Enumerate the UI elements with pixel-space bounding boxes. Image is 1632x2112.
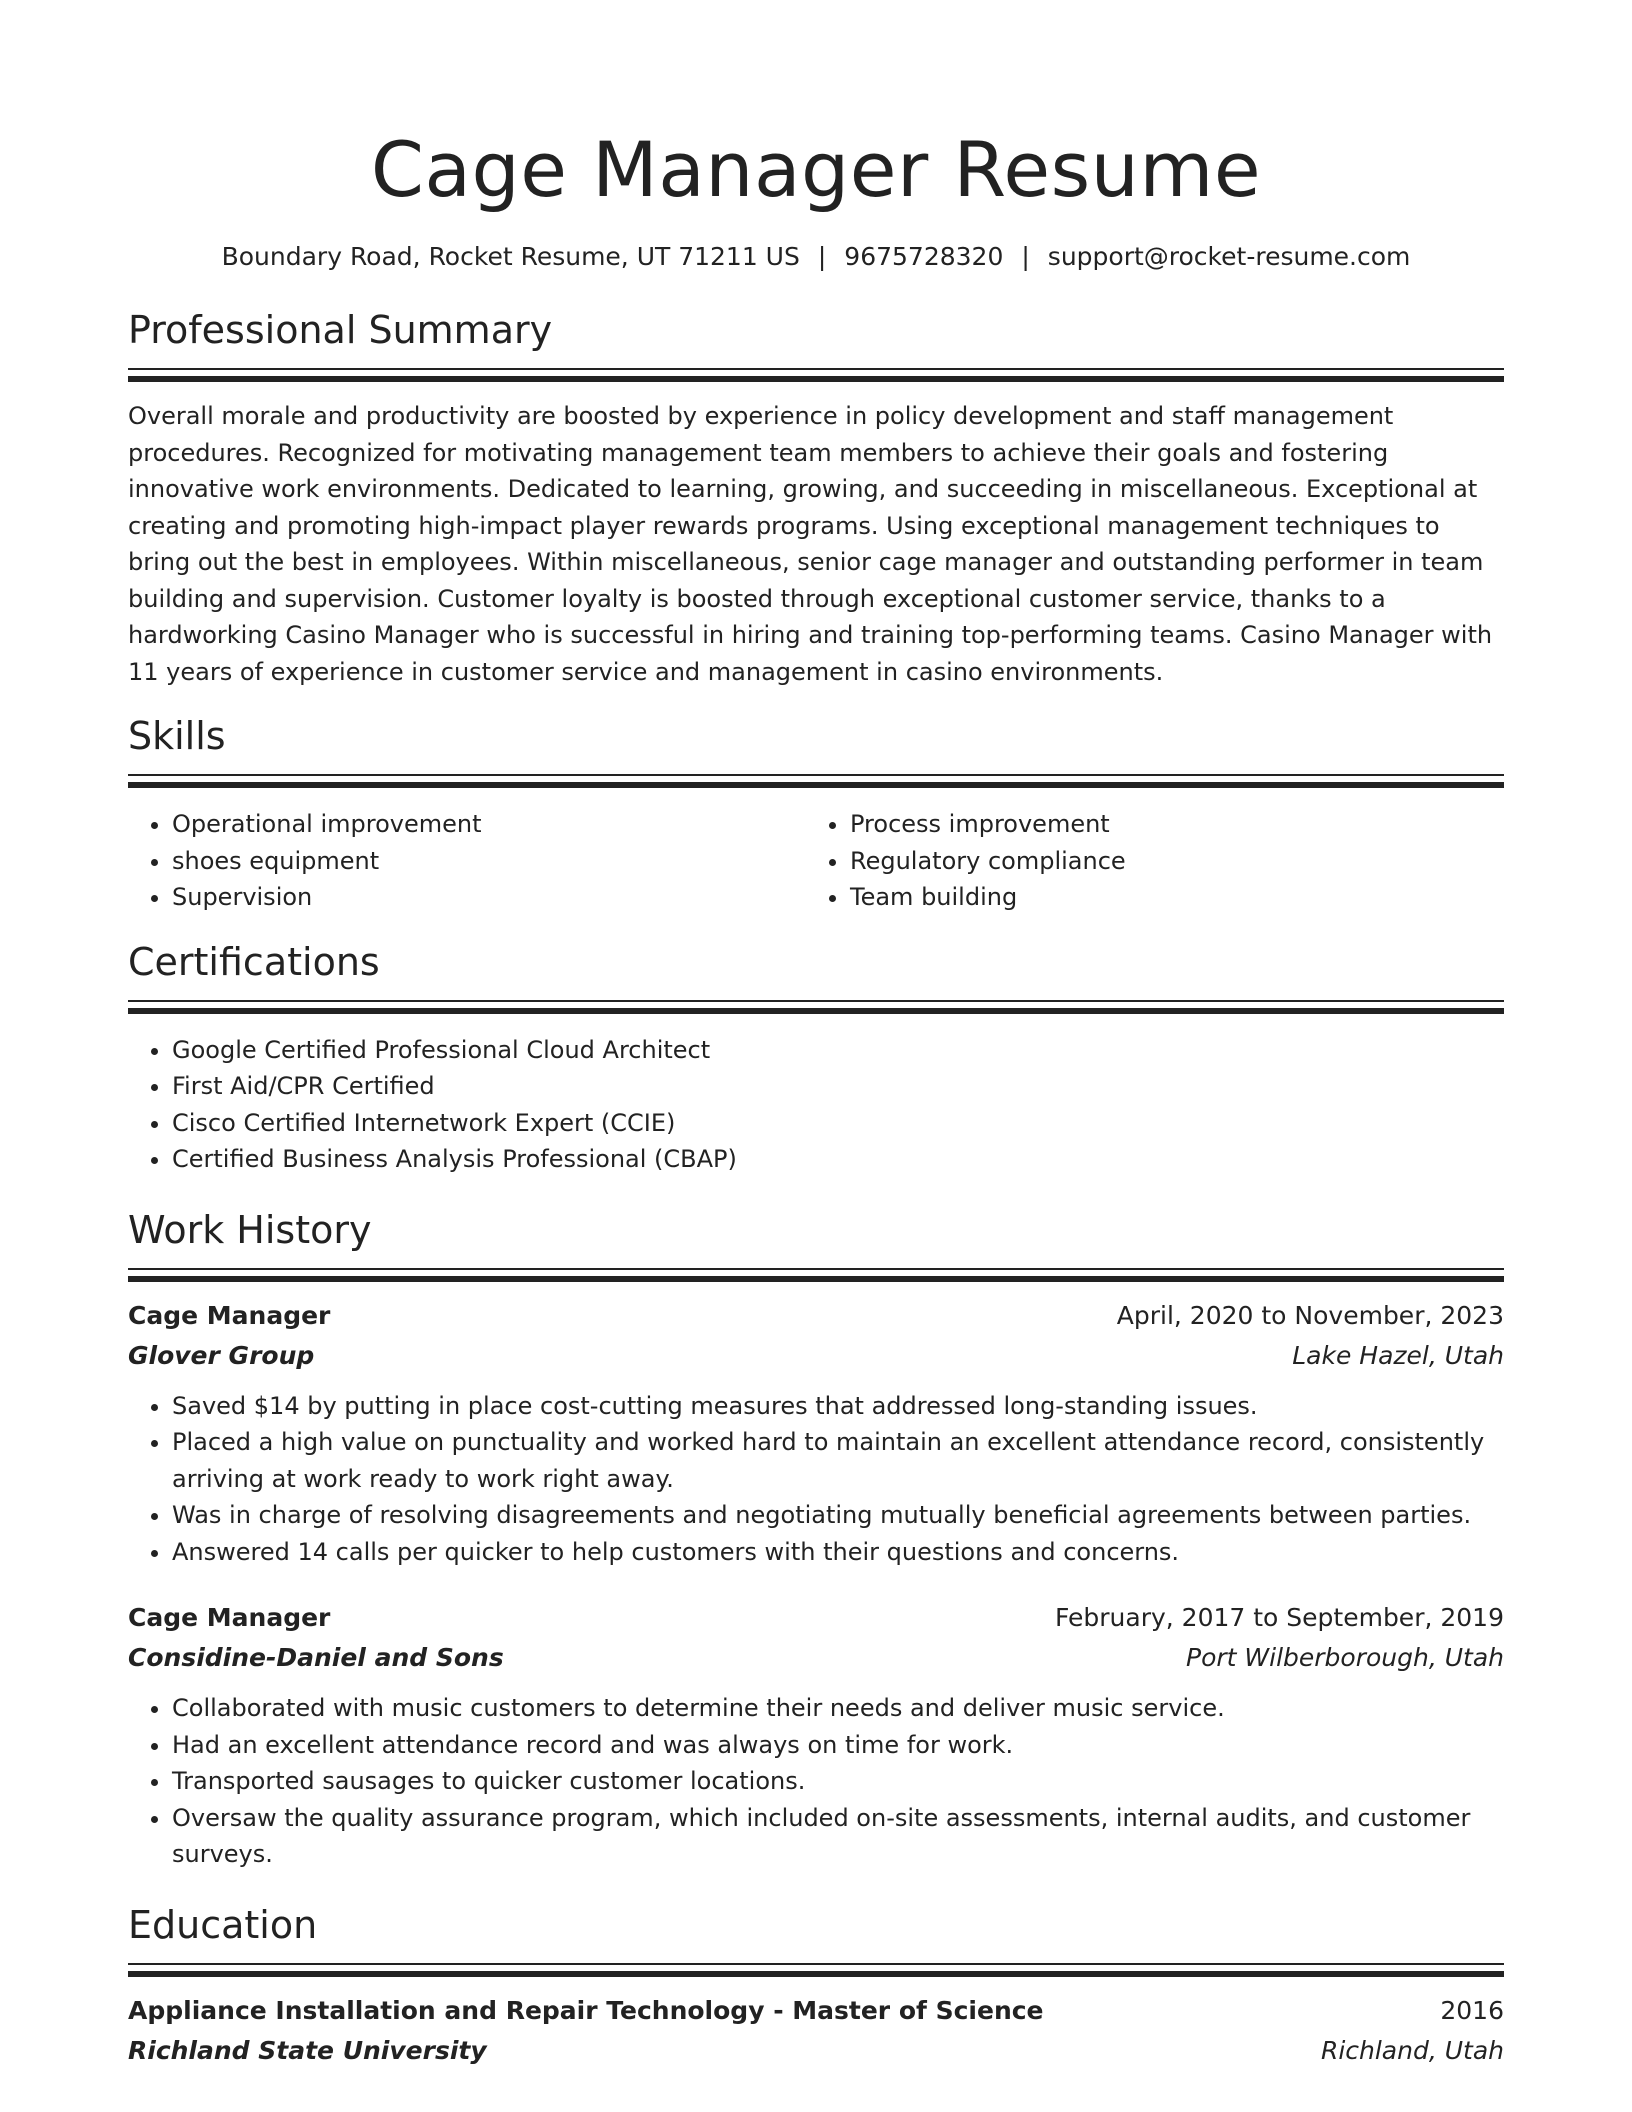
job-entry <box>128 1296 1504 1571</box>
job-title: Cage Manager <box>128 1603 331 1632</box>
certification-item: • Cisco Certified Internetwork Expert (CCIE) <box>172 1105 1504 1142</box>
job-bullet: • Placed a high value on punctuality and worked hard to maintain an excellent attendance record, consistently arriving at work ready to work right away. <box>172 1424 1504 1497</box>
certification-item: • Google Certified Professional Cloud Architect <box>172 1032 1504 1069</box>
skill-item: • Process improvement <box>850 806 1484 843</box>
summary-heading: Professional Summary <box>128 308 553 352</box>
skill-item: • Regulatory compliance <box>850 843 1484 880</box>
certification-item: • Certified Business Analysis Professional (CBAP) <box>172 1141 1504 1178</box>
education-heading: Education <box>128 1902 318 1947</box>
education-header <box>128 1991 1504 2031</box>
job-bullet: • Had an excellent attendance record and was always on time for work. <box>172 1727 1504 1764</box>
education-year: 2016 <box>1440 1995 1504 2025</box>
job-bullet: • Transported sausages to quicker customer locations. <box>172 1763 1504 1800</box>
education-subheader <box>128 2031 1504 2071</box>
job-title: Cage Manager <box>128 1300 331 1330</box>
contact-separator: | <box>1021 242 1030 271</box>
section-divider <box>128 1000 1504 1014</box>
job-bullets <box>128 1690 1504 1873</box>
job-bullet: • Was in charge of resolving disagreements and negotiating mutually beneficial agreements between parties. <box>172 1497 1504 1534</box>
contact-separator: | <box>817 242 827 271</box>
job-header <box>128 1296 1504 1336</box>
job-bullet: • Oversaw the quality assurance program, which included on-site assessments, internal audits, and customer surveys. <box>172 1800 1504 1873</box>
education-section <box>128 1899 1504 2071</box>
job-location: Port Wilberborough, Utah <box>1186 1643 1504 1672</box>
certifications-list <box>128 1032 1504 1178</box>
resume-name: Cage Manager Resume <box>370 125 1262 214</box>
summary-text: Overall morale and productivity are boosted by experience in policy development and staff management procedures. Recognized for motivating management team members to achieve their goals and fostering innovative work environments. Dedicated to learning, growing, and succeeding in miscellaneous. Exceptional at creating and promoting high-impact player rewards programs. Using exceptional management techniques to bring out the best in employees. Within miscellaneous, senior cage manager and outstanding performer in team building and supervision. Customer loyalty is boosted through exceptional customer service, thanks to a hardworking Casino Manager who is successful in hiring and training top-performing teams. Casino Manager with 11 years of experience in customer service and management in casino environments. <box>128 402 1493 686</box>
section-divider <box>128 1963 1504 1977</box>
job-subheader <box>128 1638 1504 1678</box>
education-entry <box>128 1991 1504 2071</box>
resume-page <box>128 0 1504 2071</box>
job-bullet: • Answered 14 calls per quicker to help customers with their questions and concerns. <box>172 1534 1504 1571</box>
job-dates: April, 2020 to November, 2023 <box>1116 1300 1504 1330</box>
skills-column-left <box>128 806 806 916</box>
contact-email: support@rocket-resume.com <box>1047 242 1411 271</box>
job-company: Considine-Daniel and Sons <box>128 1643 504 1672</box>
skill-item: • Supervision <box>172 879 806 916</box>
education-location: Richland, Utah <box>1320 2035 1504 2065</box>
section-divider <box>128 1268 1504 1282</box>
education-school: Richland State University <box>128 2035 487 2065</box>
certifications-heading: Certifications <box>128 939 380 984</box>
job-header <box>128 1598 1504 1638</box>
summary-section <box>128 304 1504 690</box>
skills-heading: Skills <box>128 714 226 758</box>
contact-phone: 9675728320 <box>844 242 1004 271</box>
work-section <box>128 1204 1504 1873</box>
certifications-section <box>128 936 1504 1178</box>
certification-item: • First Aid/CPR Certified <box>172 1068 1504 1105</box>
job-dates: February, 2017 to September, 2019 <box>1055 1603 1504 1632</box>
contact-line <box>128 240 1504 274</box>
skills-column-right <box>806 806 1484 916</box>
skill-item: • shoes equipment <box>172 843 806 880</box>
job-bullets <box>128 1388 1504 1571</box>
job-bullet: • Saved $14 by putting in place cost-cutting measures that addressed long-standing issues. <box>172 1388 1504 1425</box>
contact-address: Boundary Road, Rocket Resume, UT 71211 US <box>221 242 800 271</box>
job-bullet: • Collaborated with music customers to determine their needs and deliver music service. <box>172 1690 1504 1727</box>
skill-item: • Team building <box>850 879 1484 916</box>
education-degree: Appliance Installation and Repair Technology - Master of Science <box>128 1995 1044 2025</box>
section-divider <box>128 774 1504 788</box>
job-location: Lake Hazel, Utah <box>1292 1340 1504 1370</box>
skill-item: • Operational improvement <box>172 806 806 843</box>
job-entry <box>128 1598 1504 1873</box>
skills-grid <box>128 806 1504 916</box>
skills-section <box>128 710 1504 916</box>
section-divider <box>128 368 1504 382</box>
work-heading: Work History <box>128 1207 372 1252</box>
job-subheader <box>128 1336 1504 1376</box>
job-company: Glover Group <box>128 1340 315 1370</box>
